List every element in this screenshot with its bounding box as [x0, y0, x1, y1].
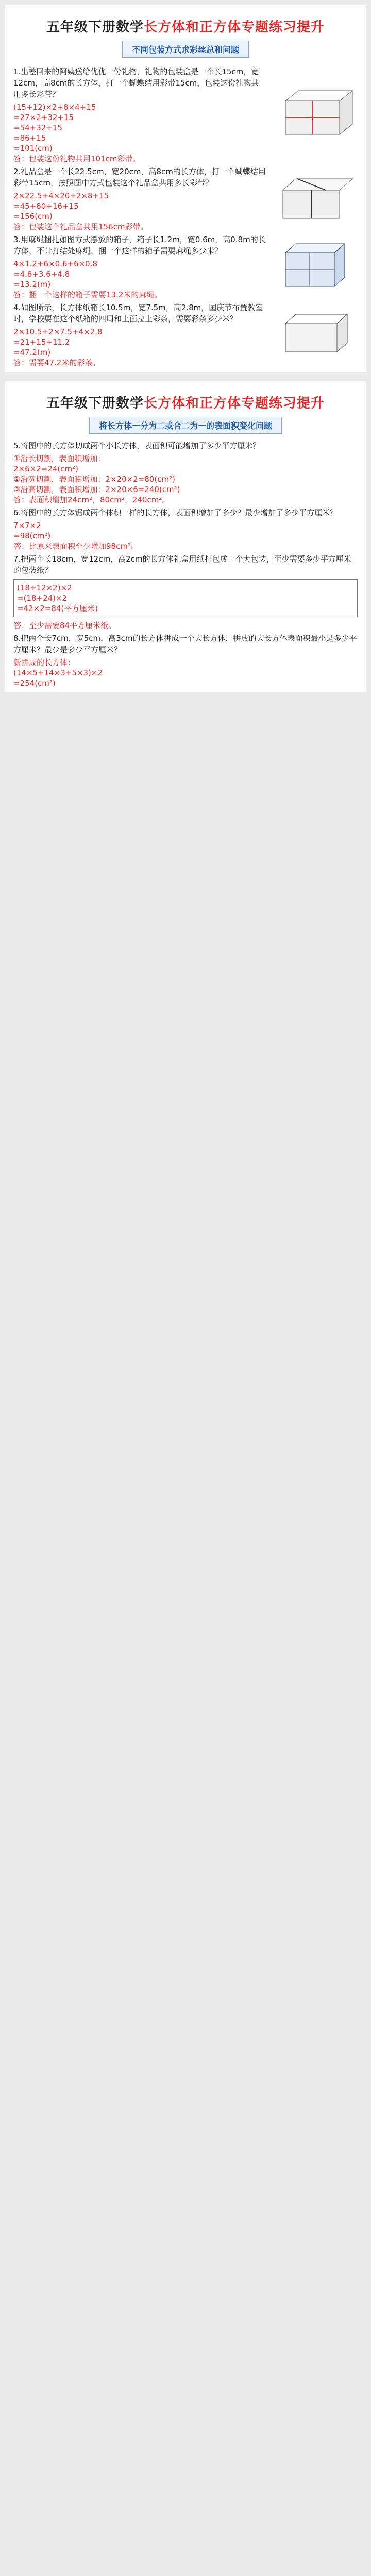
question: 6.将图中的长方体锯成两个体积一样的长方体，表面积增加了多少？最少增加了多少平方厘米？ — [13, 508, 338, 517]
question: 5.将图中的长方体切成两个小长方体，表面积可能增加了多少平方厘米？ — [13, 441, 261, 450]
worksheet-page-1: 五年级下册数学长方体和正方体专题练习提升 不同包装方式求彩丝总和问题 1.出差回来的阿姨送给优优一份礼物，礼物的包装盒是一个长15cm，宽12cm，高8cm的长方体，打一个蝴蝶结用彩带15cm，包装这份礼物共用多长彩带？ (15+12)×2+8×4+15 =27×2+32+15 =54+32+15 =86+15 =101(cm) 答：包装这份礼物共用101cm彩带。 2.礼品盒是一个长22.5cm，宽20cm，高8cm的长方体，打一个蝴蝶结用彩带15cm，按照图中方式包装这个礼品盒共用多长彩带？ 2×22.5+4×20+2×8+15 =45+80+16+15 =156(cm) 答：包装这个礼品盒共用156cm彩带。 3.用麻绳捆扎如图方式摆放的箱子，箱子长1.2m，宽0.6m，高0.8m的长方体，不计打结处麻绳，捆一个这样的箱子需要麻绳多少米？ 4×1.2+6×0.6+6×0.8 =4.8+3.6+4.8 =13.2(m) 答：捆一个这样的箱子需要13.2米的麻绳。 4.如图所示，长方体纸箱长10.5m，宽7.5m，高2.8m，国庆节布置教室时，学校要在这个纸箱的四周和上面拉上彩条，需要彩条多少米？ 2×10.5+2×7.5+4×2.8 =21+15+11.2 =47.2(m) 答：需要47.2米的彩条。 — [5, 5, 366, 372]
stacked-boxes-figure — [270, 232, 358, 300]
ribbon-box-figure — [270, 164, 358, 232]
carton-figure — [270, 300, 358, 368]
page-title: 五年级下册数学长方体和正方体专题练习提升 — [46, 20, 325, 35]
topic-subtitle: 不同包装方式求彩丝总和问题 — [122, 41, 249, 58]
gift-box-figure — [270, 64, 358, 164]
topic-subtitle: 将长方体一分为二或合二为一的表面积变化问题 — [89, 417, 282, 434]
question: 7.把两个长18cm，宽12cm，高2cm的长方体礼盒用纸打包成一个大包装，至少需要多少平方厘米的包装纸？ — [13, 554, 351, 575]
question: 8.把两个长7cm，宽5cm，高3cm的长方体拼成一个大长方体，拼成的大长方体表面积最小是多少平方厘米？最少是多少平方厘米？ — [13, 634, 357, 654]
question: 4.如图所示，长方体纸箱长10.5m，宽7.5m，高2.8m，国庆节布置教室时，学校要在这个纸箱的四周和上面拉上彩条，需要彩条多少米？ — [13, 303, 263, 324]
page-title: 五年级下册数学长方体和正方体专题练习提升 — [46, 396, 325, 411]
question: 1.出差回来的阿姨送给优优一份礼物，礼物的包装盒是一个长15cm，宽12cm，高8cm的长方体，打一个蝴蝶结用彩带15cm，包装这份礼物共用多长彩带？ — [13, 67, 259, 99]
question: 3.用麻绳捆扎如图方式摆放的箱子，箱子长1.2m，宽0.6m，高0.8m的长方体，不计打结处麻绳，捆一个这样的箱子需要麻绳多少米？ — [13, 235, 266, 256]
method-1-box: (18+12×2)×2 =(18+24)×2 =42×2=84(平方厘米) — [13, 579, 358, 617]
worksheet-page-2: 五年级下册数学长方体和正方体专题练习提升 将长方体一分为二或合二为一的表面积变化问题 5.将图中的长方体切成两个小长方体，表面积可能增加了多少平方厘米？ ①沿长切割，表面积增加： 2×6×2=24(cm²) ②沿宽切割，表面积增加：2×20×2=80(cm²) ③沿高切割，表面积增加：2×20×6=240(cm²) 答：表面积增加24cm²，80cm²，240cm²。 6.将图中的长方体锯成两个体积一样的长方体，表面积增加了多少？最少增加了多少平方厘米？ 7×7×2 =98(cm²) 答：比原来表面积至少增加98cm²。 7.把两个长18cm，宽12cm，高2cm的长方体礼盒用纸打包成一个大包装，至少需要多少平方厘米的包装纸？ (18+12×2)×2 =(18+24)×2 =42×2=84(平方厘米) 答：至少需要84平方厘米纸。 8.把两个长7cm，宽5cm，高3cm的长方体拼成一个大长方体，拼成的大长方体表面积最小是多少平方厘米？最少是多少平方厘米？ 新拼成的长方体： (14×5+14×3+5×3)×2 =254(cm²) — [5, 381, 366, 692]
question: 2.礼品盒是一个长22.5cm，宽20cm，高8cm的长方体，打一个蝴蝶结用彩带15cm，按照图中方式包装这个礼品盒共用多长彩带？ — [13, 167, 266, 188]
